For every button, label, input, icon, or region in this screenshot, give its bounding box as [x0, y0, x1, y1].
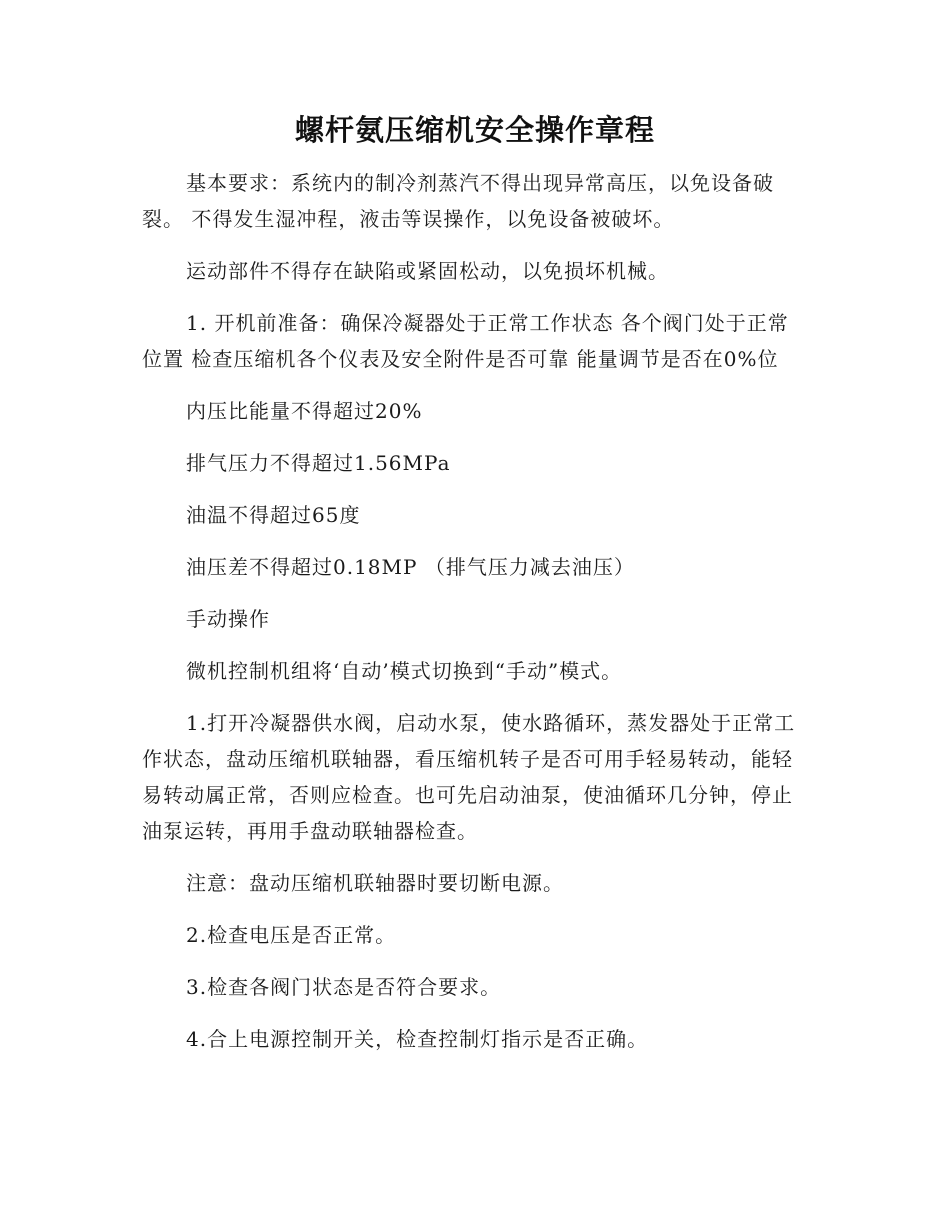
paragraph-manual-operation-heading: 手动操作 [186, 607, 270, 631]
document-title: 螺杆氨压缩机安全操作章程 [294, 113, 655, 147]
paragraph-moving-parts: 运动部件不得存在缺陷或紧固松动，以免损坏机械。 [186, 259, 669, 283]
paragraph-pressure-ratio-limit: 内压比能量不得超过20% [186, 399, 423, 423]
paragraph-mode-switch: 微机控制机组将‘自动’模式切换到“手动”模式。 [186, 659, 623, 683]
paragraph-note: 注意：盘动压缩机联轴器时要切断电源。 [186, 871, 564, 895]
paragraph-step-4: 4.合上电源控制开关，检查控制灯指示是否正确。 [186, 1027, 649, 1051]
paragraph-oil-pressure-difference-limit: 油压差不得超过0.18MP （排气压力减去油压） [186, 555, 635, 579]
paragraph-step-3: 3.检查各阀门状态是否符合要求。 [186, 975, 502, 999]
paragraph-step-2: 2.检查电压是否正常。 [186, 923, 397, 947]
paragraph-discharge-pressure-limit: 排气压力不得超过1.56MPa [186, 451, 451, 475]
document-body [142, 165, 802, 1073]
paragraph-startup-preparation: 1. 开机前准备：确保冷凝器处于正常工作状态 各个阀门处于正常位置 检查压缩机各个仪表及安全附件是否可靠 能量调节是否在0%位 [142, 311, 789, 371]
paragraph-basic-requirements: 基本要求：系统内的制冷剂蒸汽不得出现异常高压，以免设备破裂。 不得发生湿冲程，液击等误操作，以免设备被破坏。 [142, 171, 774, 231]
paragraph-step-1: 1.打开冷凝器供水阀，启动水泵，使水路循环，蒸发器处于正常工作状态，盘动压缩机联轴器，看压缩机转子是否可用手轻易转动，能轻易转动属正常，否则应检查。也可先启动油泵，使油循环几分钟，停止油泵运转，再用手盘动联轴器检查。 [142, 711, 796, 843]
paragraph-oil-temperature-limit: 油温不得超过65度 [186, 503, 361, 527]
